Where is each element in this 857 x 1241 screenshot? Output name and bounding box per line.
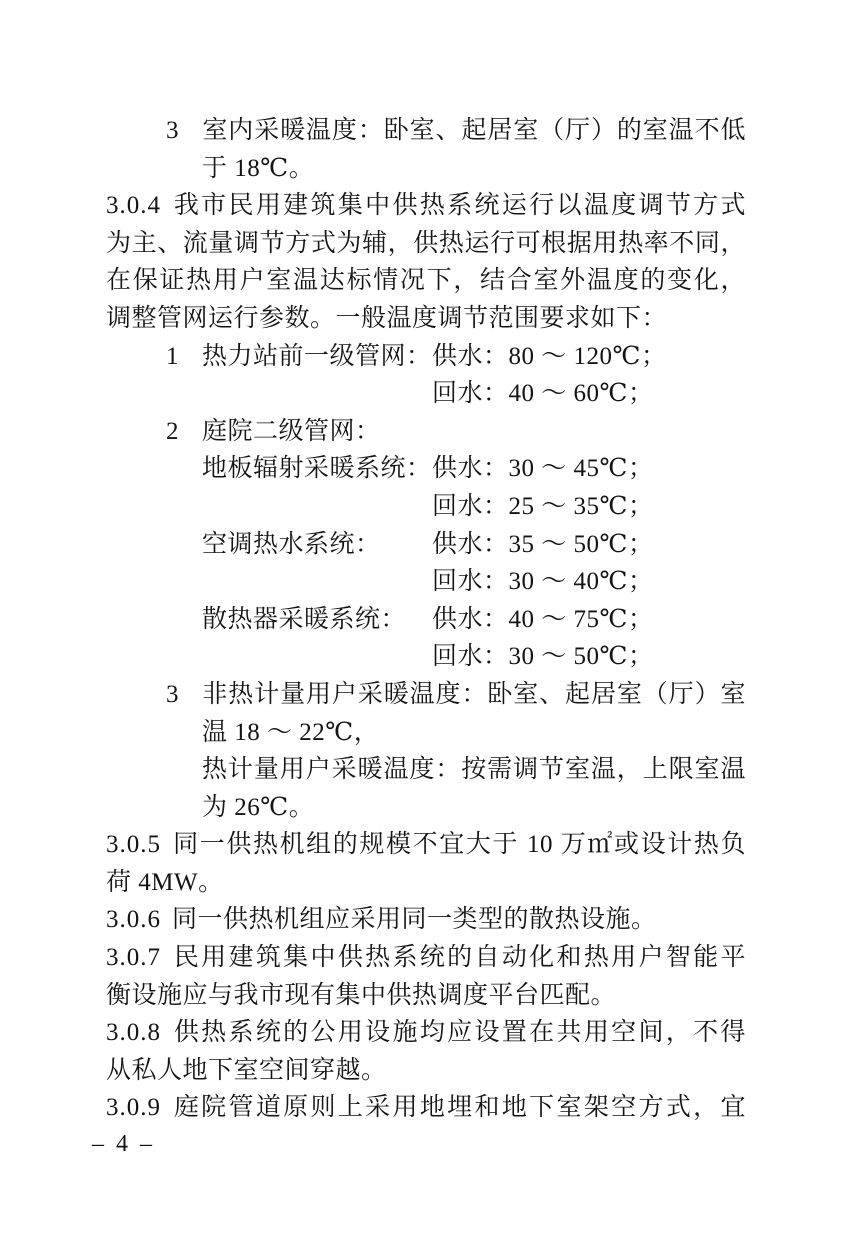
- text-line: [106, 187, 746, 225]
- text-line: [106, 789, 746, 827]
- row-label: 散热器采暖系统：: [202, 605, 407, 633]
- text-line: [106, 714, 746, 752]
- text-line: [106, 901, 746, 939]
- text-line: [106, 638, 746, 676]
- text-line: [106, 563, 746, 601]
- text-line: [106, 413, 746, 451]
- line-text: 在保证热用户室温达标情况下，结合室外温度的变化，: [106, 267, 746, 295]
- text-line: [106, 826, 746, 864]
- text-line: [106, 112, 746, 150]
- line-text: 庭院二级管网：: [202, 417, 381, 445]
- text-line: [106, 676, 746, 714]
- line-text: 从私人地下室空间穿越。: [106, 1056, 387, 1084]
- section-number: 3.0.9: [106, 1094, 161, 1122]
- text-line: [106, 450, 746, 488]
- line-text: 供热系统的公用设施均应设置在共用空间，不得: [172, 1019, 746, 1047]
- text-line: [106, 150, 746, 188]
- item-number: 3: [166, 680, 179, 708]
- text-line: [106, 1052, 746, 1090]
- text-line: [106, 338, 746, 376]
- row-value: 回水：30 ～ 50℃；: [432, 643, 654, 671]
- line-text: 衡设施应与我市现有集中供热调度平台匹配。: [106, 981, 617, 1009]
- line-text: 庭院管道原则上采用地埋和地下室架空方式，宜: [172, 1094, 746, 1122]
- line-text: 为主、流量调节方式为辅，供热运行可根据用热率不同，: [106, 229, 746, 257]
- line-text: 热计量用户采暖温度：按需调节室温，上限室温: [202, 756, 746, 784]
- line-text: 为 26℃。: [202, 793, 315, 821]
- line-text: 我市民用建筑集中供热系统运行以温度调节方式: [172, 192, 746, 220]
- text-line: [106, 864, 746, 902]
- document-body: [106, 112, 746, 1127]
- row-value: 回水：40 ～ 60℃；: [432, 380, 654, 408]
- row-value: 回水：30 ～ 40℃；: [432, 568, 654, 596]
- row-label: 热力站前一级管网：: [202, 342, 432, 370]
- text-line: [106, 1089, 746, 1127]
- text-line: [106, 225, 746, 263]
- row-label: 地板辐射采暖系统：: [202, 455, 432, 483]
- text-line: [106, 488, 746, 526]
- line-text: 调整管网运行参数。一般温度调节范围要求如下：: [106, 304, 668, 332]
- row-value: 供水：40 ～ 75℃；: [432, 605, 654, 633]
- line-text: 荷 4MW。: [106, 868, 224, 896]
- text-line: [106, 939, 746, 977]
- row-value: 回水：25 ～ 35℃；: [432, 492, 654, 520]
- text-line: [106, 262, 746, 300]
- row-value: 供水：80 ～ 120℃；: [432, 342, 667, 370]
- text-line: [106, 1014, 746, 1052]
- item-number: 1: [166, 342, 179, 370]
- item-number: 2: [166, 417, 179, 445]
- section-number: 3.0.8: [106, 1019, 161, 1047]
- section-number: 3.0.7: [106, 944, 161, 972]
- line-text: 温 18 ～ 22℃，: [202, 718, 380, 746]
- row-value: 供水：30 ～ 45℃；: [432, 455, 654, 483]
- text-line: [106, 526, 746, 564]
- text-line: [106, 375, 746, 413]
- row-label: 空调热水系统：: [202, 530, 381, 558]
- section-number: 3.0.4: [106, 192, 161, 220]
- line-text: 民用建筑集中供热系统的自动化和热用户智能平: [172, 944, 746, 972]
- line-text: 室内采暖温度：卧室、起居室（厅）的室温不低: [202, 117, 746, 144]
- text-line: [106, 751, 746, 789]
- line-text: 于 18℃。: [202, 154, 315, 182]
- text-line: [106, 601, 746, 639]
- row-value: 供水：35 ～ 50℃；: [432, 530, 654, 558]
- text-line: [106, 300, 746, 338]
- line-text: 同一供热机组应采用同一类型的散热设施。: [172, 906, 657, 934]
- line-text: 同一供热机组的规模不宜大于 10 万㎡或设计热负: [172, 831, 746, 859]
- line-text: 非热计量用户采暖温度：卧室、起居室（厅）室: [202, 680, 746, 708]
- text-line: [106, 977, 746, 1015]
- section-number: 3.0.6: [106, 906, 161, 934]
- item-number: 3: [166, 117, 179, 144]
- section-number: 3.0.5: [106, 831, 161, 859]
- page-number: – 4 –: [92, 1131, 155, 1157]
